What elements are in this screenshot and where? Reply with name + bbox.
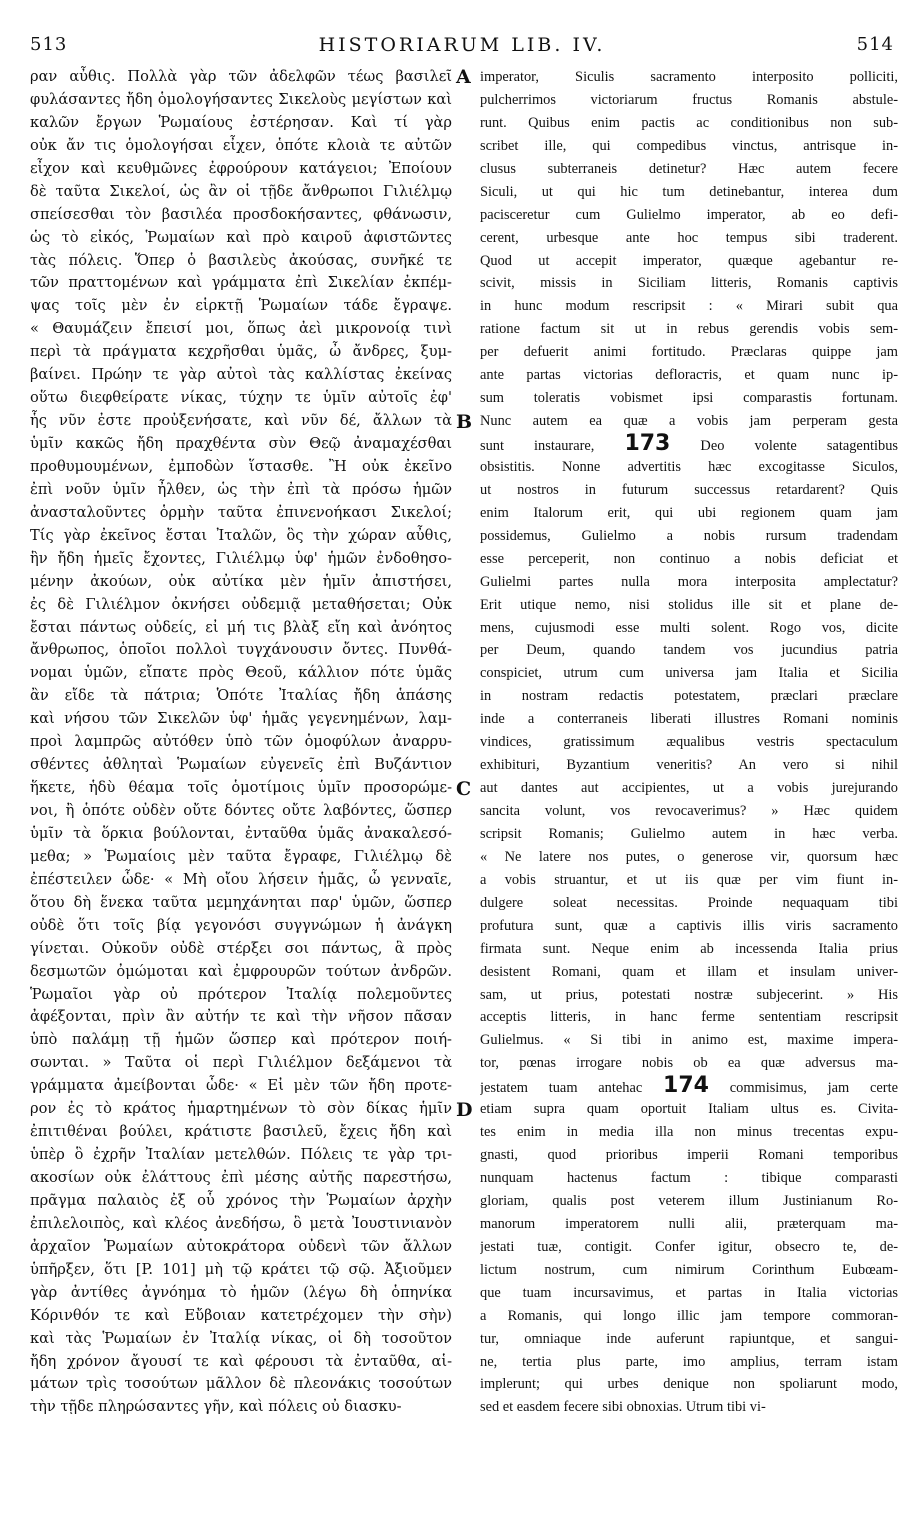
greek-text-line: πρᾶγμα παλαιὸς ἐξ οὗ χρόνος τὴν Ῥωμαίων ἀρχὴν — [30, 1191, 452, 1209]
greek-text-line: φυλάσαντες ἤδη ὁμολογήσαντες Σικελοὺς μεγίστων καὶ — [30, 90, 452, 108]
greek-text-line: μάτων τρὶς τοσούτων μᾶλλον δὲ πλεονάκις τοσούτων — [30, 1375, 452, 1393]
latin-text-line: Gulielmi partes nulla mora interposita amplectatur? — [480, 573, 898, 590]
greek-text-line: μεθα; » Ῥωμαίοις μὲν ταῦτα ἔγραφε, Γιλιέλμῳ δὲ — [30, 847, 452, 865]
greek-text-line: ακοσίων οὐκ ἐλάττους ἐπὶ μέσης αὐτῆς παρεστήσω, — [30, 1169, 452, 1186]
greek-text-line: τῶν πραττομένων καὶ γράμματα ἐπὶ Σικελίαν ἐκπέμ- — [30, 274, 452, 292]
latin-text-line: firmata sunt. Neque enim ab incessenda Italia prius — [480, 940, 898, 957]
section-marker-b: B — [456, 411, 473, 433]
latin-text-column — [480, 66, 898, 1419]
latin-text-line: Nunc autem ea quæ a vobis jam perperam gesta — [480, 413, 898, 430]
greek-text-line: οὕτω διεφθείρατε νίκας, τύχην τε ὑμῖν αὐτοῖς ἐφ' — [30, 389, 452, 407]
greek-text-line: ἔσται πάντως οὐδείς, εἰ μή τις βλὰξ εἴη καὶ ἀνόητος — [30, 618, 452, 636]
page-number-left: 513 — [30, 34, 68, 55]
latin-text-line: « Ne latere nos putes, o generose vir, quorsum hæc — [480, 848, 898, 865]
latin-text-line: inde a conterraneis liberati illustres Romani nominis — [480, 711, 898, 728]
greek-text-line: ἀρχαῖον Ῥωμαίων αὐτοκράτορα οὐδενὶ τῶν ἄλλων — [30, 1237, 452, 1255]
page-number-right: 514 — [856, 34, 894, 55]
greek-text-line: ὑμῖν τὰ ὅρκια βούλονται, ἐνταῦθα ὑμᾶς ἀνακαλεσό- — [30, 824, 452, 842]
greek-text-line: τὴν τῇδε πληρώσαντες γῆν, καὶ πόλεις οὐ διασκυ- — [30, 1398, 402, 1416]
edition-page-mark: 173 — [624, 433, 671, 456]
greek-text-line: ὑμῖν κακῶς ἤδη πραχθέντα σὺν Θεῷ ἀναμαχέσθαι — [30, 435, 452, 452]
greek-text-line: προὶ λαμπρῶς αὐτόθεν ὑπὸ τῶν ὁμοφύλων ἀναρρυ- — [30, 733, 452, 751]
latin-text-line: ne, tertia plus parte, imo amplius, terram istam — [480, 1353, 898, 1370]
greek-text-line: ἂν εἴδε τὰ πάτρια; Ὁπότε Ἰταλίας ἤδη ἁπάσης — [30, 687, 452, 705]
running-title: HISTORIARUM LIB. IV. — [318, 34, 606, 56]
latin-text-line: imperator, Siculis sacramento interposito polliciti, — [480, 69, 898, 85]
greek-text-line: « Θαυμάζειν ἔπεισί μοι, ὅπως ἀεὶ μικρονοίᾳ τινὶ — [30, 320, 452, 338]
latin-text-line: scripsit Romanis; Gulielmo autem in hæc verba. — [480, 825, 898, 842]
section-marker-c: C — [456, 778, 472, 800]
latin-text-line: Gulielmus. « Si tibi in animo est, maxime impera- — [480, 1032, 898, 1049]
greek-text-line: προθυμουμένων, ἐμποδὼν ἵστασθε. Ἢ οὐκ ἐκεῖνο — [30, 457, 452, 475]
latin-text-line: mens, cujusmodi esse multi solent. Rogo vos, dicite — [480, 619, 898, 636]
greek-text-line: ἀνασταλοῦντες ὁρμὴν ταῦτα ἐπινενοήκασι Σικελοί; — [30, 503, 452, 521]
greek-text-line: δὲ ταῦτα Σικελοί, ὡς ἂν οἱ τῇδε ἄνθρωποι Γιλιέλμῳ — [30, 182, 452, 200]
latin-text-line: sum toleratis vobismet ipsi comparastis fortunam. — [480, 390, 898, 407]
latin-text-line: sunt instaurare, 173 Deo volente satagentibus — [480, 433, 898, 456]
latin-text-line: a Romanis, qui longo illic jam tempore commoran- — [480, 1307, 898, 1324]
latin-text-line: nunquam hactenus factum : tibique comparasti — [480, 1170, 898, 1186]
greek-text-line: περὶ τὰ πράγματα κεχρῆσθαι ὑμᾶς, ὦ ἄνδρες, ξυμ- — [30, 343, 452, 361]
greek-text-line: ἤδη χρόνον ἄγουσί τε καὶ φέρουσι τὰ ἐνταῦθα, αἱ- — [30, 1352, 452, 1370]
greek-text-line: ὑπὲρ ὃ ἐχρῆν Ἰταλίαν μετελθών. Πόλεις τε γὰρ τρι- — [30, 1146, 452, 1164]
latin-text-line: Siculi, ut qui hic tum detinebantur, interea dum — [480, 183, 898, 200]
greek-text-line: ψας τοῖς μὲν ἐν εἱρκτῇ Ῥωμαίων τάδε ἔγραψε. — [30, 297, 452, 315]
latin-text-line: dulgere soleat necessitas. Proinde nequaquam tibi — [480, 894, 898, 911]
greek-text-line: ὡς τὸ εἰκός, Ῥωμαίων καὶ πρὸ καιροῦ ἀφιστῶντες — [30, 228, 452, 246]
latin-text-line: scribet ille, qui compedibus vinctus, antrisque in- — [480, 137, 898, 154]
latin-text-line: obsistitis. Nonne advertitis hæc excogitasse Siculos, — [480, 458, 898, 475]
latin-text-line: pulcherrimos victoriarum fructus Romanis abstule- — [480, 91, 898, 108]
greek-text-line: εἶχον καὶ κευθμῶνες ἐφρούρουν κατάγειοι; Ἐποίουν — [30, 159, 452, 177]
greek-text-line: ἀφέξονται, πρὶν ἂν αὐτήν τε καὶ τὴν νῆσον πᾶσαν — [30, 1008, 452, 1026]
latin-text-line: manorum imperatorem nulli alii, præterquam ma- — [480, 1215, 898, 1232]
greek-text-line: γίνεται. Οὐκοῦν οὐδὲ στέρξει σοι πάντως, ἃ πρὸς — [30, 939, 452, 957]
greek-text-line: ἐς δὲ Γιλιέλμον ὀκνήσει οὐδεμιᾷ μεταθήσεται; Οὐκ — [30, 595, 452, 613]
latin-text-line: esse perceperit, non continuo a nobis deficiat et — [480, 550, 898, 567]
latin-text-line: conspiciet, utrum cum universa jam Italia et Sicilia — [480, 665, 898, 682]
greek-text-line: ἐπιτιθέναι βούλει, κράτιστε βασιλεῦ, ἔχεις ἤδη καὶ — [30, 1123, 452, 1141]
section-marker-d: D — [456, 1099, 473, 1121]
section-marker-a: A — [456, 66, 471, 88]
latin-text-line: profutura sunt, quæ a captivis illis viris sacramento — [480, 917, 898, 934]
latin-text-line: jestatem tuam antehac 174 commisimus, jam certe — [480, 1075, 898, 1099]
greek-text-line: ἥκετε, ἡδὺ θέαμα τοῖς ὁμοτίμοις ὑμῖν προσορώμε- — [30, 779, 452, 797]
latin-text-line: cerent, urbesque ante hoc tempus sibi traderent. — [480, 229, 898, 246]
greek-text-line: μένην ἀκούων, οὐκ αὐτίκα μὲν ἡμῖν ἀπιστήσει, — [30, 572, 452, 590]
greek-text-line: ἄνθρωπος, ὁποῖοι πολλοὶ τυγχάνουσιν ὄντες. Πυνθά- — [30, 641, 452, 659]
greek-text-line: ἐπὶ νοῦν ὑμῖν ἦλθεν, ὡς τὴν ἐπὶ τὰ πρόσω ἡμῶν — [30, 480, 452, 498]
greek-text-line: ὅτου δὴ ἕνεκα ταῦτα μεμηχάνηται παρ' ὑμῶν, ὥσπερ — [30, 893, 452, 911]
latin-text-line: ratione factum sit ut in rebus gerendis vobis sem- — [480, 321, 898, 338]
greek-text-line: σθέντες ἀθληταὶ Ῥωμαίων εὐγενεῖς ἐπὶ Βυζάντιον — [30, 756, 452, 774]
page-header — [0, 28, 924, 58]
greek-text-line: σωνται. » Ταῦτα οἱ περὶ Γιλιέλμον δεξάμενοι τὰ — [30, 1054, 452, 1072]
greek-text-line: ραν αὖθις. Πολλὰ γὰρ τῶν ἀδελφῶν τέως βασιλεῖ — [30, 68, 452, 85]
greek-text-line: καὶ νήσου τῶν Σικελῶν ὑφ' ἡμᾶς γεγενημένων, λαμ- — [30, 710, 452, 728]
latin-text-line: desistent Romani, quam et illam et insulam univer- — [480, 963, 898, 980]
latin-text-line: possidemus, Gulielmo a nobis rursum tradendam — [480, 527, 898, 544]
latin-text-line: acceptis litteris, in hanc ferme sententiam rescripsit — [480, 1009, 898, 1026]
greek-text-line: σπείσεσθαι τὸν βασιλέα προσδοκήσαντες, φθάνωσιν, — [30, 205, 452, 223]
latin-text-line: lictum nostrum, cum nimirum Corinthum Eubœam- — [480, 1261, 898, 1278]
latin-text-line: per defuerit animi fortitudo. Præclaras quippe jam — [480, 344, 898, 361]
greek-text-line: ὑπὸ παλάμῃ τῇ ἡμῶν ὥσπερ καὶ πρότερον ποιή- — [30, 1031, 452, 1049]
latin-text-line: per Deum, quando tandem vos jucundius patria — [480, 642, 898, 659]
latin-text-line: runt. Quibus enim pactis ac conditionibus non sub- — [480, 114, 898, 131]
latin-text-line: clusus subterraneis detinetur? Hæc autem fecere — [480, 160, 898, 177]
greek-text-line: Κόρινθόν τε καὶ Εὔβοιαν κατετρέχομεν τὴν σὴν) — [30, 1306, 452, 1324]
latin-text-line: jestati tuæ, contigit. Confer igitur, obsecro te, de- — [480, 1238, 898, 1255]
greek-text-line: δεσμωτῶν ὀμώμοται καὶ ἐμφρουρῶν τούτων ἀνδρῶν. — [30, 962, 452, 980]
latin-text-line: gnasti, quod prioribus imperii Romani temporibus — [480, 1147, 898, 1164]
latin-text-line: enim Italorum erit, qui ubi regionem quam jam — [480, 504, 898, 521]
latin-text-line: gloriam, qualis post veterem illum Justinianum Ro- — [480, 1192, 898, 1209]
greek-text-line: ρον ἐς τὸ κράτος ἡμαρτημένων τὸ σὸν δίκας ἡμῖν — [30, 1100, 452, 1118]
greek-text-line: ὑπῆρξεν, ὅτι [P. 101] μὴ τῷ κράτει τῷ σῷ. Ἀξιοῦμεν — [30, 1260, 452, 1278]
latin-text-line: a vobis struantur, et ut iis quæ per vim fiunt in- — [480, 871, 898, 888]
greek-text-line: Τίς γὰρ ἐκεῖνος ἔσται Ἰταλῶν, ὃς τὴν χώραν αὖθις, — [30, 526, 452, 544]
latin-text-line: sed et easdem fecere sibi obnoxias. Utrum tibi vi- — [480, 1399, 766, 1416]
greek-text-line: ἐπιλελοιπὸς, καὶ κλέος ἀνεδήσω, ὃ μετὰ Ἰουστινιανὸν — [30, 1214, 452, 1232]
latin-text-line: aut dantes aut accipientes, ut a vobis jurejurando — [480, 780, 898, 797]
greek-text-line: νοι, ἢ ὁπότε οὐδὲν οὔτε δόντες οὔτε λαβόντες, ὥσπερ — [30, 802, 452, 819]
greek-text-line: Ῥωμαῖοι γὰρ οὐ πρότερον Ἰταλίᾳ πολεμοῦντες — [30, 985, 452, 1003]
latin-text-line: sancita volunt, vos revocaverimus? » Hæc quidem — [480, 803, 898, 819]
latin-text-line: etiam supra quam oportuit Italiam ultus es. Civita- — [480, 1101, 898, 1118]
latin-text-line: tes enim in media illa non minus trecentas expu- — [480, 1124, 898, 1141]
latin-text-line: sam, ut prius, potestati nostræ subjecerint. » His — [480, 986, 898, 1003]
greek-text-line: ἐπέστειλεν ὧδε· « Μὴ οἴου λήσειν ἡμᾶς, ὦ γενναῖε, — [30, 870, 452, 888]
greek-text-line: τὰς πόλεις. Ὅπερ ὁ βασιλεὺς ἀκούσας, συνῆκέ τε — [30, 251, 452, 269]
greek-text-line: βαίνει. Πρώην τε γὰρ αὐτοὶ τὰς καλλίστας ἐκείνας — [30, 366, 452, 384]
greek-text-line: ἧς νῦν ἐστε προὐξενήσατε, καὶ νῦν δέ, ἄλλων τὰ — [30, 412, 452, 430]
latin-text-line: Erit utique nemo, nisi stolidus ille sit et plane de- — [480, 596, 898, 613]
latin-text-line: pacisceretur cum Gulielmo imperator, ab eo defi- — [480, 206, 898, 223]
greek-text-line: γράμματα ἀμείβονται ὧδε· « Εἰ μὲν τῶν ἤδη προτε- — [30, 1077, 452, 1095]
latin-text-line: exhibituri, Byzantium veneritis? An vero si nihil — [480, 757, 898, 774]
latin-text-line: ante partas victorias defloraстis, et quam nunc ip- — [480, 367, 898, 384]
latin-text-line: Quod ut accepit imperator, quæque agebantur re- — [480, 252, 898, 269]
greek-text-line: καλῶν ἔργων Ῥωμαίους ἐστέρησαν. Καὶ τί γὰρ — [30, 113, 452, 131]
latin-text-line: in nostram redactis potestatem, præclari præclare — [480, 688, 898, 705]
latin-text-line: scivit, missis in Siciliam litteris, Romanis captivis — [480, 275, 898, 292]
greek-text-line: γὰρ ἀντίθες ἀγνόημα τὸ ἡμῶν (λέγω δὴ ὁπηνίκα — [30, 1283, 452, 1301]
edition-page-mark: 174 — [663, 1075, 709, 1099]
greek-text-line: νομαι ὑμῶν, εἴπατε πρὸς Θεοῦ, κάλλιον πότε ὑμᾶς — [30, 664, 452, 682]
latin-text-line: tur, omniaque inde auferunt rapiuntque, et sangui- — [480, 1330, 898, 1347]
latin-text-line: tor, pœnas irrogare nobis ob ea quæ adversus ma- — [480, 1055, 898, 1072]
latin-text-line: vindices, gratissimum æqualibus vestris spectaculum — [480, 734, 898, 751]
latin-text-line: in hunc modum rescripsit : « Mirari subit qua — [480, 298, 898, 315]
greek-text-line: καὶ τὰς Ῥωμαίων ἐν Ἰταλίᾳ νίκας, οἱ δὴ τοσοῦτον — [30, 1329, 452, 1347]
greek-text-line: οὐκ ἄν τις ὁμολογήσαι εἶχεν, ὁπότε κλοιὰ τε αὐτῶν — [30, 136, 452, 154]
greek-text-line: οὐδὲ ὅτι τοῖς βίᾳ γεγονόσι συγγνώμων ἡ ἀνάγκη — [30, 916, 452, 934]
latin-text-line: ut nostros in futurum successus retardarent? Quis — [480, 481, 898, 498]
greek-text-line: ἣν ἤδη ἡμεῖς ἔχοντες, Γιλιέλμῳ ὑφ' ἡμῶν ἐνδοθησο- — [30, 549, 452, 567]
latin-text-line: implerunt; qui urbes denique non spoliarunt modo, — [480, 1376, 898, 1393]
greek-text-column — [30, 66, 452, 1419]
latin-text-line: que tuam incursavimus, et partas in Italia victorias — [480, 1284, 898, 1301]
